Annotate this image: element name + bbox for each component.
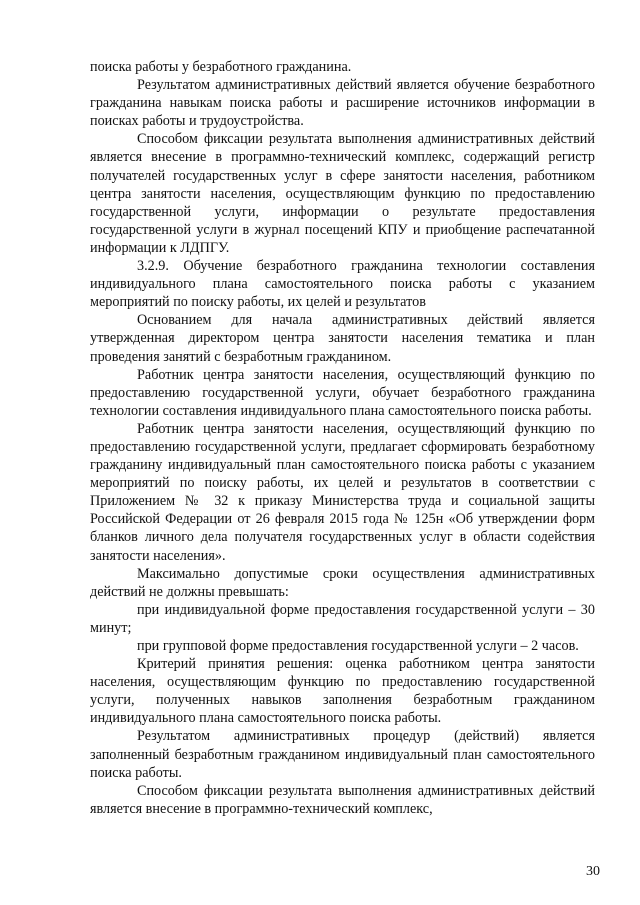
paragraph: Способом фиксации результата выполнения административных действий является внесение в программно-технический комплекс, содержащий регистр получателей государственных услуг в сфере занятости населения, работником центра занятости населения, осуществляющим функцию по предоставлению государственной услуги, информации о результате предоставления государственной услуги в журнал посещений КПУ и приобщение распечатанной информации к ЛДПГУ. xyxy=(90,131,595,256)
section-heading-3-2-9: 3.2.9. Обучение безработного гражданина технологии составления индивидуального плана самостоятельного поиска работы с указанием мероприятий по поиску работы, их целей и результатов xyxy=(90,258,595,311)
document-body xyxy=(90,58,595,818)
paragraph-continuation: поиска работы у безработного гражданина. xyxy=(90,59,352,75)
paragraph: Работник центра занятости населения, осуществляющий функцию по предоставлению государственной услуги, предлагает сформировать безработному гражданину индивидуальный план самостоятельного поиска работы с указанием мероприятий по поиску работы, их целей и результатов в соответствии с Приложением № 32 к приказу Министерства труда и социальной защиты Российской Федерации от 26 февраля 2015 года № 125н «Об утверждении форм бланков личного дела получателя государственных услуг в области содействия занятости населения». xyxy=(90,420,595,564)
paragraph: Результатом административных действий является обучение безработного гражданина навыкам поиска работы и расширение источников информации в поисках работы и трудоустройства. xyxy=(90,77,595,130)
paragraph: Работник центра занятости населения, осуществляющий функцию по предоставлению государственной услуги, обучает безработного гражданина технологии составления индивидуального плана самостоятельного поиска работы. xyxy=(90,366,595,419)
paragraph: Способом фиксации результата выполнения административных действий является внесение в программно-технический комплекс, xyxy=(90,782,595,817)
paragraph: при групповой форме предоставления государственной услуги – 2 часов. xyxy=(137,638,579,654)
paragraph: Критерий принятия решения: оценка работником центра занятости населения, осуществляющим функцию по предоставлению государственной услуги, полученных навыков заполнения безработным гражданином индивидуального плана самостоятельного поиска работы. xyxy=(90,656,595,727)
page-number: 30 xyxy=(586,864,600,879)
paragraph: Основанием для начала административных действий является утвержденная директором центра занятости населения тематика и план проведения занятий с безработным гражданином. xyxy=(90,312,595,365)
paragraph: при индивидуальной форме предоставления государственной услуги – 30 минут; xyxy=(90,601,595,636)
paragraph: Максимально допустимые сроки осуществления административных действий не должны превышать: xyxy=(90,565,595,600)
paragraph: Результатом административных процедур (действий) является заполненный безработным гражданином индивидуальный план самостоятельного поиска работы. xyxy=(90,728,595,781)
